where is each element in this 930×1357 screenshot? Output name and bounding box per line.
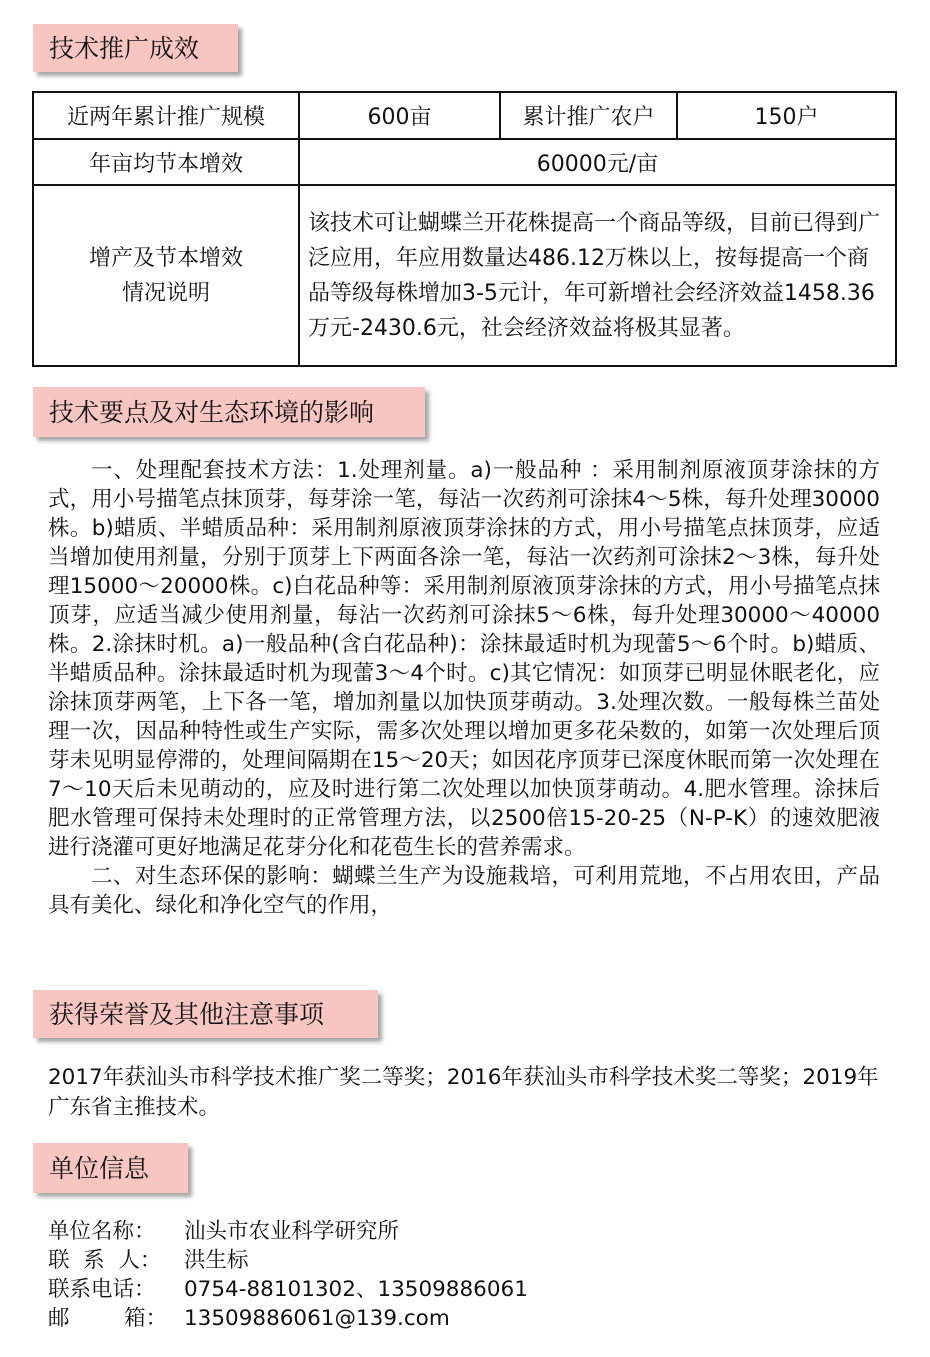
- table-row: [33, 185, 896, 366]
- table-row: [33, 92, 896, 139]
- desc-label: [33, 185, 299, 366]
- promotion-stats-table: [32, 91, 897, 367]
- unit-name-row: [48, 1217, 528, 1246]
- phone-value: 0754-88101302、13509886061: [184, 1277, 528, 1302]
- section-title: 技术推广成效: [49, 33, 200, 63]
- desc-text: 该技术可让蝴蝶兰开花株提高一个商品等级，目前已得到广泛应用，年应用数量达486.12万株以上，按每提高一个商品等级每株增加3-5元计，年可新增社会经济效益1458.36万元-2430.6元，社会经济效益将极其显著。: [299, 185, 896, 366]
- section-header-effect: [33, 24, 238, 72]
- section-header-honors: [33, 990, 378, 1038]
- per-mu-label: 年亩均节本增效: [33, 139, 299, 185]
- tech-paragraph-2: 二、对生态环保的影响：蝴蝶兰生产为设施栽培，可利用荒地，不占用农田，产品具有美化、绿化和净化空气的作用，: [48, 864, 880, 918]
- unit-name-value: 汕头市农业科学研究所: [184, 1219, 400, 1244]
- honors-text: 2017年获汕头市科学技术推广奖二等奖；2016年获汕头市科学技术奖二等奖；2019年广东省主推技术。: [48, 1065, 879, 1120]
- section-title: 获得荣誉及其他注意事项: [49, 999, 325, 1029]
- tech-paragraph-1: 一、处理配套技术方法：1.处理剂量。a)一般品种 ：采用制剂原液顶芽涂抹的方式，用小号描笔点抹顶芽，每芽涂一笔，每沾一次药剂可涂抹4～5株，每升处理30000株。b)蜡质、半蜡质品种：采用制剂原液顶芽涂抹的方式，用小号描笔点抹顶芽，应适当增加使用剂量，分别于顶芽上下两面各涂一笔，每沾一次药剂可涂抹2～3株，每升处理15000～20000株。c)白花品种等：采用制剂原液顶芽涂抹的方式，用小号描笔点抹顶芽，应适当减少使用剂量，每沾一次药剂可涂抹5～6株，每升处理30000～40000株。2.涂抹时机。a)一般品种(含白花品种)：涂抹最适时机为现蕾5～6个时。b)蜡质、半蜡质品种。涂抹最适时机为现蕾3～4个时。c)其它情况：如顶芽已明显休眠老化，应涂抹顶芽两笔，上下各一笔，增加剂量以加快顶芽萌动。3.处理次数。一般每株兰苗处理一次，因品种特性或生产实际，需多次处理以增加更多花朵数的，如第一次处理后顶芽未见明显停滞的，处理间隔期在15～20天；如因花序顶芽已深度休眠而第一次处理在7～10天后未见萌动的，应及时进行第二次处理以加快顶芽萌动。4.肥水管理。涂抹后肥水管理可保持未处理时的正常管理方法，以2500倍15-20-25（N-P-K）的速效肥液进行浇灌可更好地满足花芽分化和花苞生长的营养需求。: [48, 458, 880, 860]
- section-title: 技术要点及对生态环境的影响: [49, 397, 375, 427]
- phone-row: [48, 1275, 528, 1304]
- section-header-unit: [33, 1143, 188, 1193]
- email-value[interactable]: 13509886061@139.com: [184, 1306, 450, 1331]
- contact-label: 联 系 人：: [48, 1248, 162, 1273]
- unit-info: [48, 1217, 528, 1333]
- contact-row: [48, 1246, 528, 1275]
- farmers-label: 累计推广农户: [500, 92, 677, 139]
- scale-label: 近两年累计推广规模: [33, 92, 299, 139]
- phone-label: 联系电话：: [48, 1277, 156, 1302]
- scale-value: 600亩: [299, 92, 500, 139]
- unit-name-label: 单位名称：: [48, 1219, 156, 1244]
- per-mu-value: 60000元/亩: [299, 139, 896, 185]
- contact-value: 洪生标: [184, 1248, 249, 1273]
- email-label: 邮 箱：: [48, 1306, 168, 1331]
- email-row: [48, 1304, 528, 1333]
- desc-label-line2: 情况说明: [121, 280, 210, 306]
- section-header-tech: [33, 387, 425, 437]
- desc-label-line1: 增产及节本增效: [88, 245, 243, 271]
- tech-body: [48, 456, 880, 920]
- farmers-value: 150户: [677, 92, 896, 139]
- table-row: [33, 139, 896, 185]
- section-title: 单位信息: [49, 1153, 150, 1183]
